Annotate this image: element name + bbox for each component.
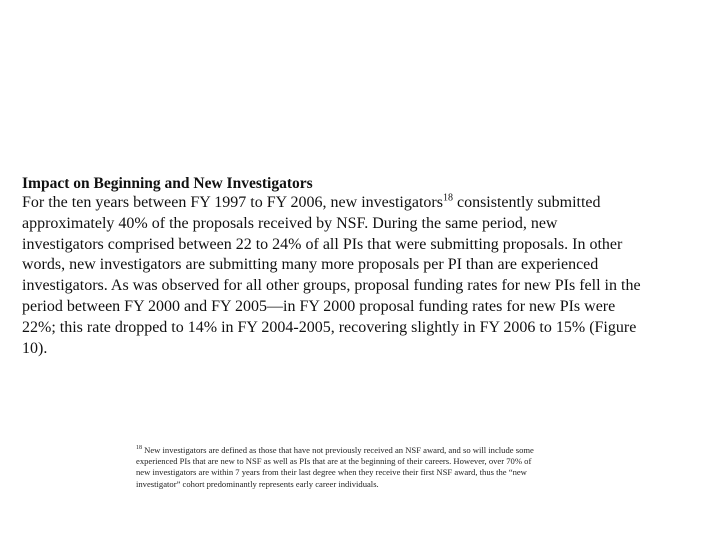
- paragraph-line-end: consistently submitted: [452, 194, 601, 211]
- paragraph-line-start: For the ten years between FY 1997 to FY 2006, new investigators: [22, 194, 443, 211]
- body-paragraph: [22, 193, 712, 359]
- footnote-line: new investigators are within 7 years from their last degree when they receive their first NSF award, thus the “new: [136, 467, 527, 478]
- paragraph-line: [22, 193, 712, 214]
- footnote-line: experienced PIs that are new to NSF as well as PIs that are at the beginning of their careers. However, over 70% of: [136, 456, 532, 467]
- paragraph-line: period between FY 2000 and FY 2005—in FY 2000 proposal funding rates for new PIs were: [22, 297, 616, 315]
- paragraph-line: words, new investigators are submitting many more proposals per PI than are experienced: [22, 256, 599, 274]
- footnote-mark: 18: [136, 445, 142, 452]
- paragraph-line: investigators comprised between 22 to 24% of all PIs that were submitting proposals. In other: [22, 235, 623, 253]
- paragraph-line: 10).: [22, 339, 48, 357]
- section-heading: Impact on Beginning and New Investigators: [22, 175, 313, 192]
- footnote-line-text: New investigators are defined as those that have not previously received an NSF award, and so will include some: [142, 445, 534, 455]
- footnote-line: investigator” cohort predominantly represents early career individuals.: [136, 478, 379, 489]
- paragraph-line: investigators. As was observed for all other groups, proposal funding rates for new PIs fell in the: [22, 277, 641, 295]
- footnote: [136, 445, 696, 490]
- paragraph-line: approximately 40% of the proposals received by NSF. During the same period, new: [22, 214, 558, 232]
- footnote-reference: 18: [442, 192, 453, 204]
- footnote-line: [136, 445, 696, 456]
- paragraph-line: 22%; this rate dropped to 14% in FY 2004-2005, recovering slightly in FY 2006 to 15% (Figure: [22, 318, 637, 336]
